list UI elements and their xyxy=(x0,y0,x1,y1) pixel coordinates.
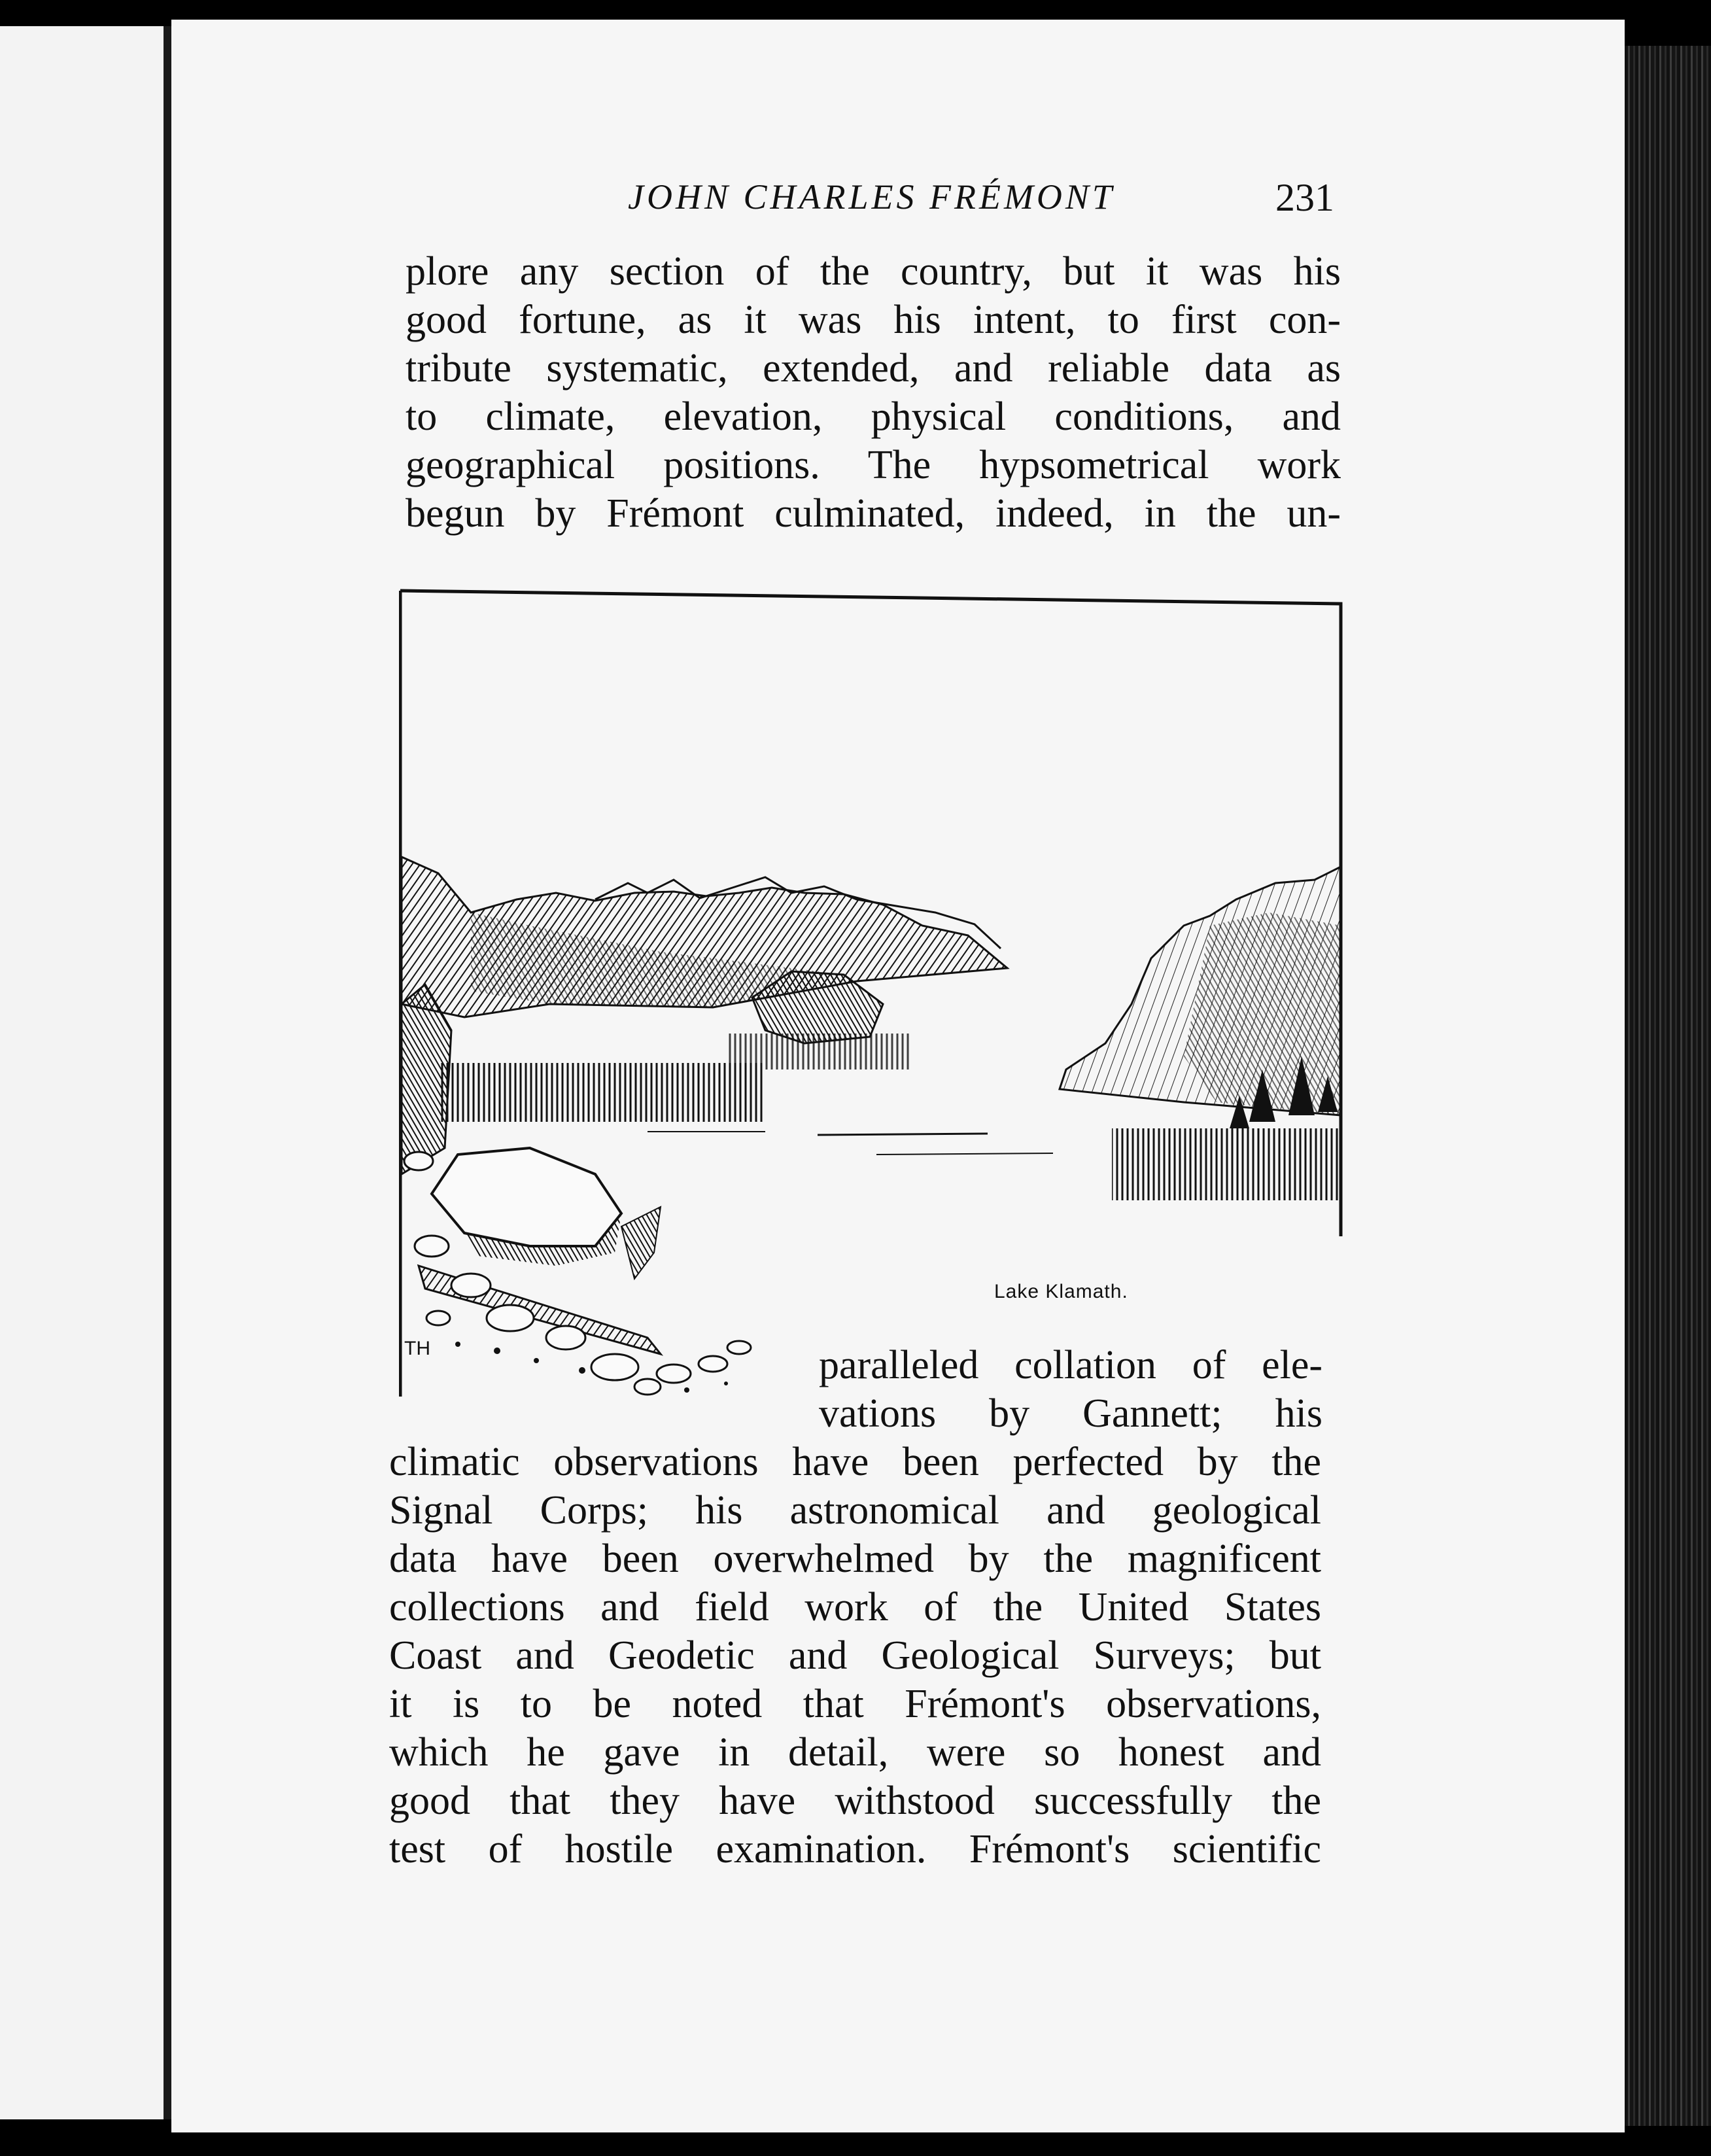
text-line: tribute systematic, extended, and reliable data as xyxy=(406,346,1341,391)
body-text-bottom xyxy=(389,1438,1321,1873)
text-line: good fortune, as it was his intent, to first con- xyxy=(406,298,1341,342)
text-line: Coast and Geodetic and Geological Surveys; but xyxy=(389,1633,1321,1678)
text-line: to climate, elevation, physical conditions, and xyxy=(406,394,1341,439)
text-line: begun by Frémont culminated, indeed, in the un- xyxy=(406,491,1341,536)
lake-klamath-illustration xyxy=(399,585,1347,1410)
body-text-top xyxy=(406,247,1341,538)
running-head: JOHN CHARLES FRÉMONT xyxy=(628,177,1115,217)
page-number: 231 xyxy=(1275,176,1334,219)
text-line: plore any section of the country, but it was his xyxy=(406,249,1341,294)
text-line: good that they have withstood successfully the xyxy=(389,1779,1321,1823)
text-line: data have been overwhelmed by the magnificent xyxy=(389,1537,1321,1581)
text-line: which he gave in detail, were so honest and xyxy=(389,1730,1321,1775)
text-line: climatic observations have been perfected by the xyxy=(389,1440,1321,1484)
text-line: test of hostile examination. Frémont's scientific xyxy=(389,1827,1321,1871)
text-line: paralleled collation of ele- xyxy=(819,1343,1322,1387)
book-gutter xyxy=(164,26,171,2119)
text-line: geographical positions. The hypsometrical work xyxy=(406,443,1341,487)
page-edges xyxy=(1625,46,1711,2126)
artist-monogram: TH xyxy=(404,1338,430,1359)
illustration-caption: Lake Klamath. xyxy=(994,1281,1128,1302)
text-line: it is to be noted that Frémont's observations, xyxy=(389,1682,1321,1726)
text-line: vations by Gannett; his xyxy=(819,1391,1322,1436)
left-page-fragment xyxy=(0,26,164,2119)
text-line: Signal Corps; his astronomical and geological xyxy=(389,1488,1321,1533)
text-line: collections and field work of the United States xyxy=(389,1585,1321,1629)
body-text-wrap xyxy=(819,1341,1322,1438)
